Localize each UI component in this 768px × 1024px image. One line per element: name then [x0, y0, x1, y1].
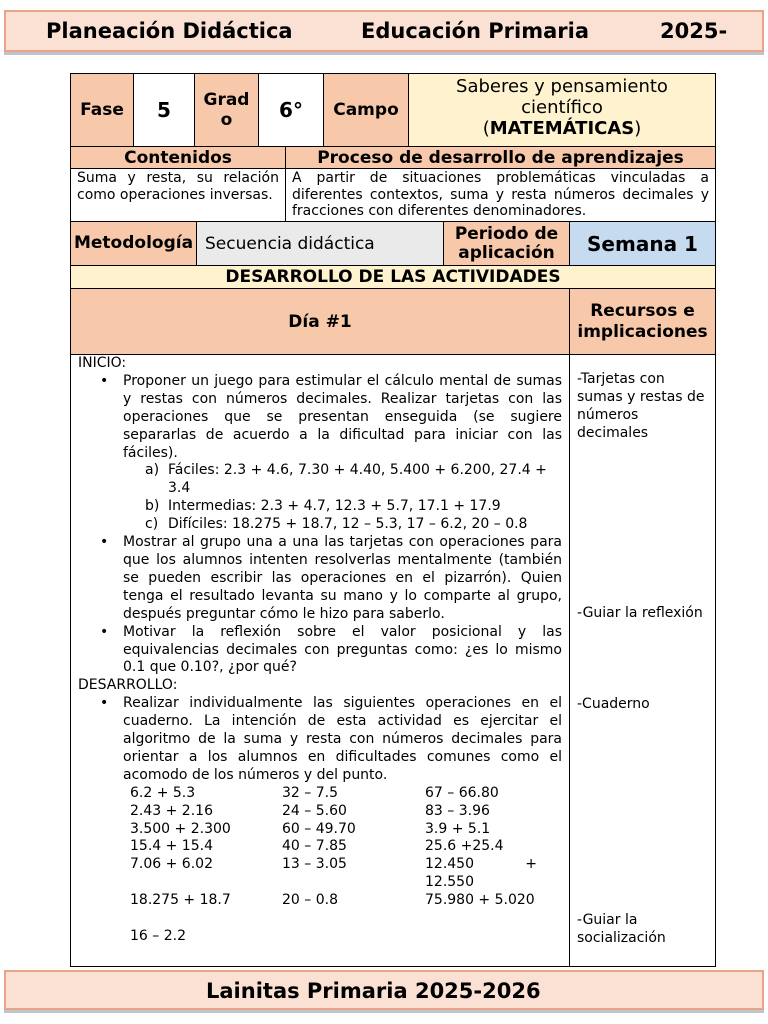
header-level: Educación Primaria — [361, 19, 590, 43]
recurso-cuaderno: -Cuaderno — [577, 696, 650, 712]
contenidos-label: Contenidos — [71, 147, 286, 169]
metodologia-value: Secuencia didáctica — [197, 222, 444, 266]
activity-item: • Proponer un juego para estimular el cálculo mental de sumas y restas con números decimales. Realizar tarjetas con las operaciones que se presentan enseguida (se sugiere separarlas de acuerdo a la dificultad para iniciar con las fáciles). — [100, 372, 562, 461]
footer-banner — [4, 970, 764, 1010]
campo-value: Saberes y pensamiento científico (MATEMÁTICAS) — [409, 74, 716, 147]
proceso-text: A partir de situaciones problemáticas vinculadas a diferentes contextos, suma y resta números decimales y fracciones con diferentes denominadores. — [286, 169, 716, 222]
recurso-socializacion: -Guiar la socialización — [577, 912, 666, 946]
lesson-plan-table — [70, 73, 716, 967]
activity-item: • Motivar la reflexión sobre el valor posicional y las equivalencias decimales con preguntas como: ¿es lo mismo 0.1 que 0.10?, ¿por qué? — [100, 623, 562, 676]
grado-label: Grad o — [195, 74, 259, 147]
campo-label: Campo — [324, 74, 409, 147]
contenidos-text: Suma y resta, su relación como operaciones inversas. — [71, 169, 286, 222]
bullet-icon: • — [100, 695, 109, 712]
metodologia-label: Metodología — [71, 222, 197, 266]
campo-subject: MATEMÁTICAS — [489, 118, 635, 139]
activities-cell — [71, 355, 570, 967]
activity-subitem: c) Difíciles: 18.275 + 18.7, 12 – 5.3, 17 – 6.2, 20 – 0.8 — [145, 516, 528, 533]
recursos-label: Recursos e implicaciones — [570, 289, 716, 355]
proceso-label: Proceso de desarrollo de aprendizajes — [286, 147, 716, 169]
inicio-heading: INICIO: — [78, 355, 127, 371]
activity-subitem: b) Intermedias: 2.3 + 4.7, 12.3 + 5.7, 17.1 + 17.9 — [145, 498, 501, 515]
fase-value: 5 — [134, 74, 195, 147]
header-banner — [4, 10, 764, 52]
desarrollo-title: DESARROLLO DE LAS ACTIVIDADES — [71, 266, 716, 289]
periodo-value: Semana 1 — [570, 222, 716, 266]
footer-text: Lainitas Primaria 2025-2026 — [206, 979, 541, 1003]
activity-subitem: a) Fáciles: 2.3 + 4.6, 7.30 + 4.40, 5.400 + 6.200, 27.4 + 3.4 — [145, 462, 547, 497]
operations-col-2: 32 – 7.5 24 – 5.60 60 – 49.70 40 – 7.85 13 – 3.05 20 – 0.8 — [282, 784, 356, 909]
grado-value: 6° — [259, 74, 324, 147]
desarrollo-heading: DESARROLLO: — [78, 677, 178, 694]
fase-label: Fase — [71, 74, 134, 147]
activity-item: • Mostrar al grupo una a una las tarjetas con operaciones para que los alumnos intenten resolverlas mentalmente (también se pueden escribir las operaciones en el pizarrón). Quien tenga el resultado levanta su mano y lo comparte al grupo, después preguntar cómo le hizo para saberlo. — [100, 534, 562, 622]
header-title: Planeación Didáctica — [46, 19, 293, 43]
periodo-label: Periodo de aplicación — [444, 222, 570, 266]
activity-item: • Realizar individualmente las siguientes operaciones en el cuaderno. La intención de esta actividad es ejercitar el algoritmo de la suma y resta con números decimales para orientar a los alumnos en dificultades comunes como el acomodo de los números y del punto. — [100, 695, 562, 783]
bullet-icon: • — [100, 372, 109, 389]
bullet-icon: • — [100, 534, 109, 551]
bullet-icon: • — [100, 623, 109, 640]
recurso-tarjetas: -Tarjetas con sumas y restas de números decimales — [577, 371, 705, 441]
operations-grid — [78, 784, 562, 944]
operations-col-3: 67 – 66.80 83 – 3.96 3.9 + 5.1 25.6 +25.4 12.450 + 12.550 75.980 + 5.020 — [425, 784, 537, 909]
header-year: 2025- — [660, 19, 728, 43]
day-label: Día #1 — [71, 289, 570, 355]
recurso-reflexion: -Guiar la reflexión — [577, 605, 703, 621]
recursos-cell — [570, 355, 716, 967]
operations-col-1: 6.2 + 5.3 2.43 + 2.16 3.500 + 2.300 15.4 + 15.4 7.06 + 6.02 18.275 + 18.7 16 – 2.2 — [130, 784, 231, 944]
